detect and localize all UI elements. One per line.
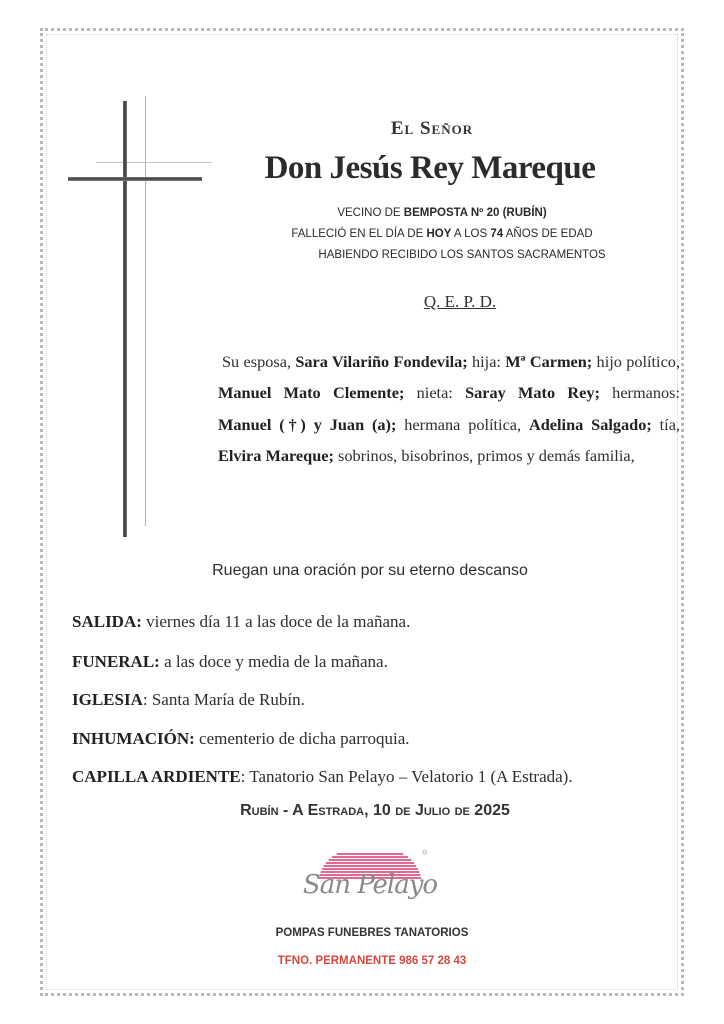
info-line-2: FALLECIÓ EN EL DÍA DE HOY A LOS 74 AÑOS DE EDAD (291, 228, 593, 240)
place-date: Rubín - A Estrada, 10 de Julio de 2025 (240, 802, 510, 819)
title-small: El Señor (390, 118, 474, 139)
registered-mark: ® (422, 850, 428, 857)
cross-shadow-horizontal (96, 162, 212, 163)
detail-funeral: FUNERAL: a las doce y media de la mañana. (72, 652, 388, 671)
detail-capilla-ardiente: CAPILLA ARDIENTE: Tanatorio San Pelayo – Velatorio 1 (A Estrada). (72, 767, 573, 786)
info-line-3: HABIENDO RECIBIDO LOS SANTOS SACRAMENTOS (318, 249, 606, 261)
qepd: Q. E. P. D. (423, 292, 497, 311)
cross-horizontal-bar (68, 177, 202, 181)
detail-iglesia: IGLESIA: Santa María de Rubín. (72, 690, 305, 709)
detail-inhumacion: INHUMACIÓN: cementerio de dicha parroquia. (72, 729, 410, 748)
info-line-1: VECINO DE BEMPOSTA Nº 20 (RUBÍN) (337, 207, 547, 219)
san-pelayo-logo (300, 842, 440, 912)
deceased-name: Don Jesús Rey Mareque (264, 150, 596, 186)
logo-text: San Pelayo (302, 870, 438, 900)
prayer-request: Ruegan una oración por su eterno descanso (212, 562, 528, 579)
company-name: POMPAS FUNEBRES TANATORIOS (275, 927, 469, 939)
cross-vertical-bar (123, 101, 127, 537)
phone-number: TFNO. PERMANENTE 986 57 28 43 (277, 955, 467, 967)
family-paragraph: Su esposa, Sara Vilariño Fondevila; hija: Mª Carmen; hijo político, Manuel Mato Clemente; nieta: Saray Mato Rey; hermanos: Manuel (†) y Juan (a); hermana política, Adelina Salgado; tía, Elvira Mareque; sobrinos, bisobrinos, primos y demás familia, (218, 352, 681, 465)
cross-shadow-vertical (145, 96, 146, 526)
detail-salida: SALIDA: viernes día 11 a las doce de la mañana. (72, 612, 411, 631)
